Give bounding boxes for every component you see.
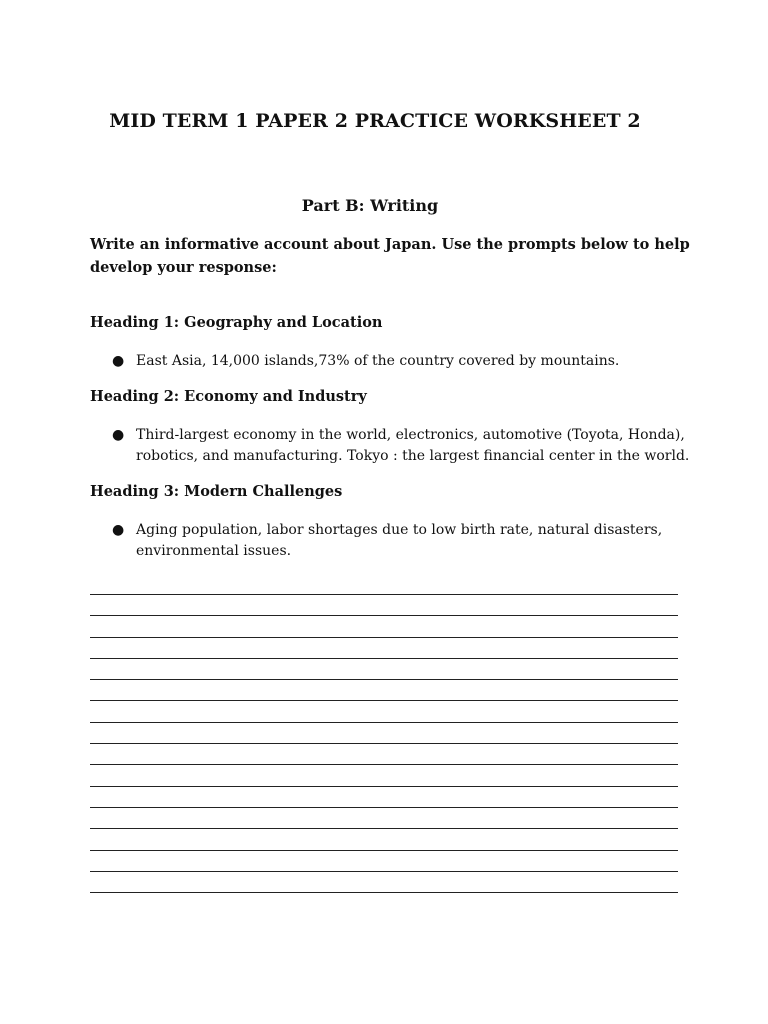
bullet-item: [112, 351, 692, 372]
bullet-text: Third-largest economy in the world, electronics, automotive (Toyota, Honda), robotics, and manufacturing. Tokyo : the largest financial center in the world.: [136, 427, 690, 464]
bullet-icon: ●: [112, 353, 125, 369]
writing-lines: [90, 594, 678, 913]
section-title: Part B: Writing: [301, 196, 439, 215]
writing-line: [90, 722, 678, 743]
bullet-icon: ●: [112, 522, 125, 538]
writing-line: [90, 615, 678, 636]
writing-line: [90, 764, 678, 785]
writing-line: [90, 743, 678, 764]
bullet-icon: ●: [112, 427, 125, 443]
writing-line: [90, 807, 678, 828]
heading-1: Heading 1: Geography and Location: [90, 314, 383, 331]
writing-line: [90, 892, 678, 913]
instructions: Write an informative account about Japan. Use the prompts below to help develop your response:: [90, 236, 690, 276]
heading-3: Heading 3: Modern Challenges: [90, 483, 343, 500]
writing-line: [90, 786, 678, 807]
writing-line: [90, 828, 678, 849]
bullet-item: [112, 520, 692, 562]
writing-line: [90, 679, 678, 700]
writing-line: [90, 700, 678, 721]
writing-line: [90, 871, 678, 892]
page-title: MID TERM 1 PAPER 2 PRACTICE WORKSHEET 2: [109, 110, 641, 132]
bullet-item: [112, 425, 692, 467]
writing-line: [90, 850, 678, 871]
writing-line: [90, 637, 678, 658]
heading-2: Heading 2: Economy and Industry: [90, 388, 367, 405]
writing-line: [90, 658, 678, 679]
writing-line: [90, 594, 678, 615]
bullet-text: Aging population, labor shortages due to low birth rate, natural disasters, environmental issues.: [136, 522, 663, 559]
bullet-text: East Asia, 14,000 islands,73% of the country covered by mountains.: [136, 353, 620, 369]
